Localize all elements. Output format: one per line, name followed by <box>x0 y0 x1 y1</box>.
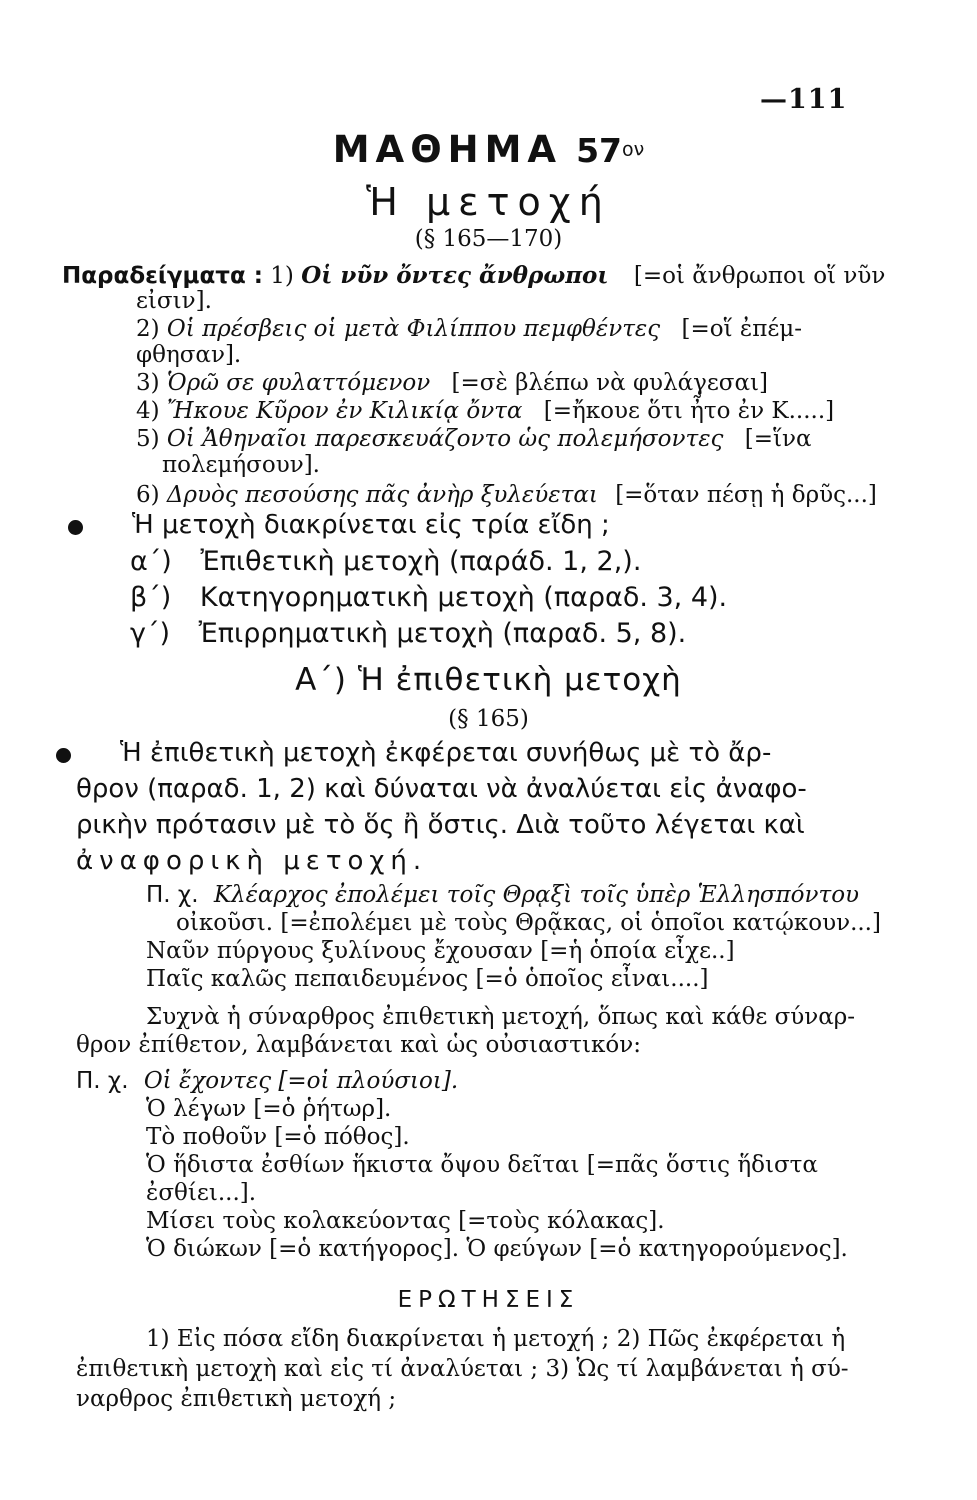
section-reference-2: (§ 165) <box>448 706 529 732</box>
px-label: Π. χ. <box>76 1068 129 1094</box>
section-reference: (§ 165—170) <box>414 226 563 252</box>
lesson-heading <box>0 128 977 171</box>
type-mark: α΄) <box>130 546 172 577</box>
questions-line-1: 1) Εἰς πόσα εἴδη διακρίνεται ἡ μετοχή ; 2) Πῶς ἐκφέρεται ἡ <box>146 1326 846 1352</box>
example-number: 6) <box>136 482 160 508</box>
example-block-3-line-6: Μίσει τοὺς κολακεύοντας [=τοὺς κόλακας]. <box>146 1208 665 1234</box>
lesson-number: 57 <box>576 131 623 170</box>
type-mark: γ΄) <box>130 618 171 649</box>
example-text: Οἱ πρέσβεις οἱ μετὰ Φιλίππου πεμφθέντες <box>166 316 661 342</box>
example-gloss: [=ἤκουε ὅτι ἦτο ἐν Κ.....] <box>543 398 835 424</box>
type-mark: β΄) <box>130 582 172 613</box>
type-item-c <box>130 618 686 649</box>
example-text: Οἱ νῦν ὄντες ἄνθρωποι <box>301 262 609 289</box>
questions-line-2: ἐπιθετικὴ μετοχὴ καὶ εἰς τί ἀναλύεται ; 3) Ὡς τί λαμβάνεται ἡ σύ- <box>76 1356 849 1382</box>
example-text: Κλέαρχος ἐπολέμει τοῖς Θρᾳξὶ τοῖς ὑπὲρ Ἑλλησπόντου <box>213 882 860 908</box>
example-block-2-line-2: οἰκοῦσι. [=ἐπολέμει μὲ τοὺς Θρᾷκας, οἱ ὁποῖοι κατῴκουν...] <box>176 910 881 936</box>
example-gloss: [=οἵ ἐπέμ- <box>681 316 802 342</box>
example-3-line <box>136 370 768 396</box>
type-label: Ἐπιρρηματικὴ μετοχὴ (παραδ. 5, 8). <box>198 618 687 649</box>
example-text: Ὁρῶ σε φυλαττόμενον <box>166 370 431 396</box>
example-2-line <box>136 316 802 342</box>
example-text: Οἱ ἔχοντες [=οἱ πλούσιοι]. <box>143 1068 459 1094</box>
example-5-line <box>136 426 812 452</box>
example-block-2-line-3: Ναῦν πύργους ξυλίνους ἔχουσαν [=ἡ ὁποία εἶχε..] <box>146 938 735 964</box>
example-block-3-line-7: Ὁ διώκων [=ὁ κατήγορος]. Ὁ φεύγων [=ὁ κατηγορούμενος]. <box>146 1236 848 1262</box>
type-label: Ἐπιθετικὴ μετοχὴ (παράδ. 1, 2,). <box>200 546 642 577</box>
example-number: 4) <box>136 398 160 424</box>
example-gloss: [=οἱ ἄνθρωποι οἵ νῦν <box>633 263 886 289</box>
example-block-3-line-2: Ὁ λέγων [=ὁ ῥήτωρ]. <box>146 1096 392 1122</box>
example-2-continuation: φθησαν]. <box>136 342 242 368</box>
bullet-icon <box>56 748 71 763</box>
example-text: Δρυὸς πεσούσης πᾶς ἀνὴρ ξυλεύεται <box>166 482 598 508</box>
examples-label: Παραδείγματα : <box>62 263 263 289</box>
example-gloss: [=σὲ βλέπω νὰ φυλάγεσαι] <box>451 370 769 396</box>
substantive-line-2: θρον ἐπίθετον, λαμβάνεται καὶ ὡς οὐσιαστικόν: <box>76 1032 641 1058</box>
example-block-2-line-4: Παῖς καλῶς πεπαιδευμένος [=ὁ ὁποῖος εἶναι....] <box>146 966 709 992</box>
rule-line-3: ρικὴν πρότασιν μὲ τὸ ὅς ἢ ὅστις. Διὰ τοῦτο λέγεται καὶ <box>76 810 805 840</box>
example-block-3-line-1 <box>76 1068 458 1094</box>
example-number: 3) <box>136 370 160 396</box>
example-4-line <box>136 398 834 424</box>
example-number: 2) <box>136 316 160 342</box>
example-6-line <box>136 482 877 508</box>
section-heading: Α΄) Ἡ ἐπιθετικὴ μετοχὴ <box>295 662 682 698</box>
rule-line-4: ἀναφορικὴ μετοχή. <box>76 846 428 876</box>
example-number: 5) <box>136 426 160 452</box>
lesson-title: ΜΑΘΗΜΑ <box>332 128 563 171</box>
example-block-3-line-5: ἐσθίει...]. <box>146 1180 257 1206</box>
example-block-2-line-1 <box>146 882 859 908</box>
example-block-3-line-3: Τὸ ποθοῦν [=ὁ πόθος]. <box>146 1124 410 1150</box>
example-1-continuation: εἰσιν]. <box>136 288 212 314</box>
example-block-3-line-4: Ὁ ἥδιστα ἐσθίων ἥκιστα ὄψου δεῖται [=πᾶς ὅστις ἥδιστα <box>146 1152 818 1178</box>
subject-title: Ἡ μετοχή <box>366 180 611 224</box>
example-text: Οἱ Ἀθηναῖοι παρεσκευάζοντο ὡς πολεμήσοντες <box>166 426 724 452</box>
example-text: Ἤκουε Κῦρον ἐν Κιλικίᾳ ὄντα <box>166 398 523 424</box>
rule-line-1: Ἡ ἐπιθετικὴ μετοχὴ ἐκφέρεται συνήθως μὲ τὸ ἄρ- <box>120 738 772 768</box>
example-5-continuation: πολεμήσουν]. <box>162 452 320 478</box>
example-1-line <box>62 262 885 289</box>
example-gloss: [=ὅταν πέσῃ ἡ δρῦς...] <box>615 482 877 508</box>
substantive-line-1: Συχνὰ ἡ σύναρθρος ἐπιθετικὴ μετοχή, ὅπως καὶ κάθε σύναρ- <box>146 1004 856 1030</box>
page-number: —111 <box>760 84 848 115</box>
questions-title: ΕΡΩΤΗΣΕΙΣ <box>397 1287 580 1313</box>
bullet-icon <box>68 520 83 535</box>
example-gloss: [=ἵνα <box>744 426 812 452</box>
example-number: 1) <box>270 263 294 289</box>
lesson-number-suffix: ον <box>622 138 645 161</box>
type-item-b <box>130 582 727 613</box>
rule-line-2: θρον (παραδ. 1, 2) καὶ δύναται νὰ ἀναλύεται εἰς ἀναφο- <box>76 774 807 804</box>
questions-line-3: ναρθρος ἐπιθετικὴ μετοχή ; <box>76 1386 397 1412</box>
type-item-a <box>130 546 641 577</box>
px-label: Π. χ. <box>146 882 199 908</box>
type-label: Κατηγορηματικὴ μετοχὴ (παραδ. 3, 4). <box>199 582 728 613</box>
types-intro: Ἡ μετοχὴ διακρίνεται εἰς τρία εἴδη ; <box>132 510 610 540</box>
